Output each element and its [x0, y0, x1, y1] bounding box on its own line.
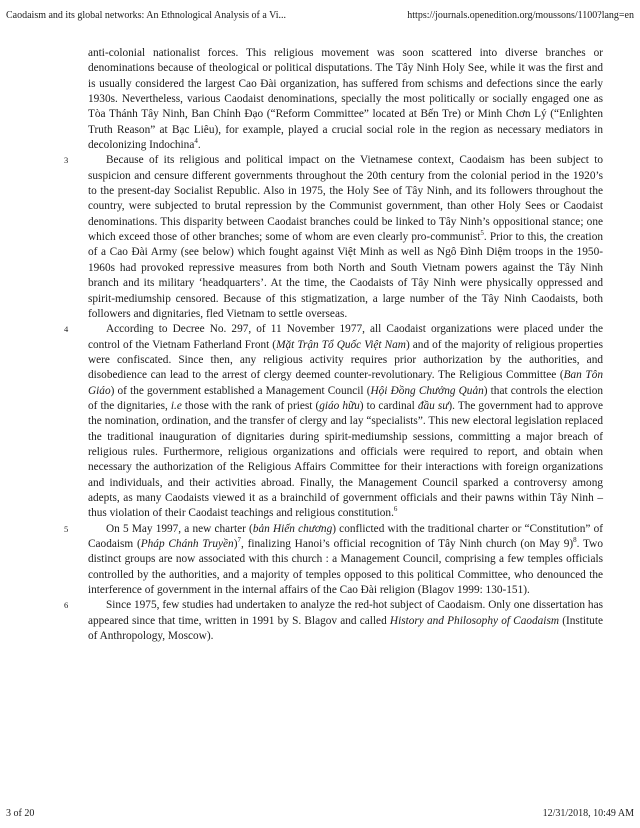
- italic-term: Pháp Chánh Truyền: [140, 538, 234, 550]
- paragraph-number: 4: [64, 324, 69, 335]
- paragraph-3: [64, 153, 603, 322]
- text-run: ). The government had to approve the nomination, ordination, and the transfer of clergy and lay “specialists”. This new electoral legislation replaced the traditional inauguration of dignitaries during spirit-mediumship sessions, committing a major breach of religious rules. Furthermore, religious organizations and officials were required to report, and obtain when necessary the authorization of the Religious Affairs Committee for their interactions with foreign organizations and individuals, and their activities abroad. Finally, the Management Council sparked a controversy among adepts, as many Caodaists viewed it as a brainchild of government officials and their pawns within Tây Ninh – thus violation of their Caodaist teachings and religious constitution.: [88, 399, 603, 520]
- italic-term: bản Hiến chương: [252, 522, 333, 535]
- text-run: On 5 May 1997, a new charter (: [106, 522, 253, 535]
- text-run: ) and of the majority of religious properties were confiscated. Since then, any religious activity requires prior authorization by the authorities, and disobedience can lead to the arrest of clergy deemed counter-revolutionary. The Religious Committee (: [88, 338, 603, 382]
- paragraph-5: [64, 522, 603, 599]
- footnote-ref[interactable]: 6: [393, 505, 398, 514]
- text-run: .: [197, 139, 201, 152]
- text-run: ): [233, 538, 238, 550]
- page-counter: 3 of 20: [6, 808, 35, 819]
- text-run: According to Decree No. 297, of 11 November 1977, all Caodaist organizations were placed under the control of the Vietnam Fatherland Front (: [88, 323, 603, 351]
- paragraph-number: 3: [64, 155, 69, 166]
- text-run: . Prior to this, the creation of a Cao Đài Army (see below) which fought against Việt Minh as well as Ngô Đình Diệm troops in the 1950-1960s had provoked repressive measures from both North and South Vietnam powers against the Tây Ninh branch and its military ‘headquarters’. At the time, the Caodaists of Tây Ninh were physically oppressed and spirit-mediumship censored. Because of this stigmatization, a large number of the Tây Ninh Caodaists, both followers and dignitaries, fled Vietnam to settle overseas.: [88, 231, 603, 320]
- text-run: (Institute of Anthropology, Moscow).: [88, 614, 603, 643]
- italic-term: History and Philosophy of Caodaism: [389, 614, 559, 627]
- page-footer: [6, 808, 634, 822]
- footnote-ref[interactable]: 7: [237, 536, 241, 545]
- text-run: ) conflicted with the traditional charter or “Constitution” of Caodaism (: [88, 522, 603, 550]
- text-run: ) that controls the election of the dignitaries,: [88, 384, 604, 412]
- italic-term: giáo hữu: [319, 399, 360, 412]
- paragraph-1: [88, 46, 603, 153]
- text-run: , finalizing Hanoi’s official recognition of Tây Ninh church (on May 9): [240, 538, 574, 550]
- article-body: [64, 46, 604, 644]
- italic-term: Ban Tôn Giáo: [88, 369, 603, 397]
- text-run: ) to cardinal: [359, 399, 418, 412]
- footnote-ref[interactable]: 8: [573, 536, 577, 545]
- paragraph-4: [64, 322, 604, 521]
- italic-term: i.e: [170, 399, 182, 412]
- footnote-ref[interactable]: 5: [480, 229, 484, 238]
- text-run: those with the rank of priest (: [181, 399, 320, 412]
- page-header: [6, 10, 634, 26]
- footnote-ref[interactable]: 4: [194, 137, 198, 146]
- page-url[interactable]: https://journals.openedition.org/moussons/1100?lang=en: [407, 10, 634, 21]
- print-timestamp: 12/31/2018, 10:49 AM: [542, 808, 634, 819]
- document-title: Caodaism and its global networks: An Ethnological Analysis of a Vi...: [6, 10, 287, 21]
- text-run: ) of the government established a Management Council (: [110, 384, 371, 397]
- text-run: Since 1975, few studies had undertaken to analyze the red-hot subject of Caodaism. Only one dissertation has appeared since that time, written in 1991 by S. Blagov and called: [88, 599, 603, 627]
- paragraph-number: 6: [64, 600, 69, 611]
- text-run: . Two distinct groups are now associated with this church : a Management Council, comprising a few temples officials controlled by the authorities, and a majority of temples opposed to this political Committee, who denounced the interference of government in the internal affairs of the Cao Đài religion (Blagov 1999: 130-151).: [88, 538, 603, 597]
- italic-term: Mặt Trận Tổ Quốc Việt Nam: [276, 338, 406, 351]
- italic-term: đầu sư: [417, 399, 449, 412]
- italic-term: Hội Đồng Chưởng Quản: [370, 384, 484, 397]
- text-run: anti-colonial nationalist forces. This religious movement was soon scattered into diverse branches or denominations because of theological or political disputations. The Tây Ninh Holy See, while it was the first and is usually considered the largest Cao Đài organization, has suffered from schisms and defections since the early 1930s. Nevertheless, various Caodaist denominations, specially the most politically or socially engaged one as Tòa Thánh Tây Ninh, Ban Chỉnh Đạo (“Reform Committee” located at Bến Tre) or Minh Chơn Lý (“Enlighten Truth Reason” at Bạc Liêu), for example, played a crucial social role in the region as necessary mediators in decolonizing Indochina: [88, 47, 603, 152]
- paragraph-6: [64, 598, 603, 644]
- text-run: Because of its religious and political impact on the Vietnamese context, Caodaism has been subject to suspicion and censure different governments throughout the 20th century from the colonial period in the 1920’s to the present-day Socialist Republic. Also in 1975, the Holy See of Tây Ninh, and its followers throughout the country, were subjected to brutal repression by the Communist government, than other Holy Sees or Caodaist denominations. This disparity between Caodaist branches could be linked to Tây Ninh’s oppositional stance; one which exceed those of other branches; some of whom are even clearly pro-communist: [88, 154, 603, 244]
- paragraph-number: 5: [64, 523, 69, 534]
